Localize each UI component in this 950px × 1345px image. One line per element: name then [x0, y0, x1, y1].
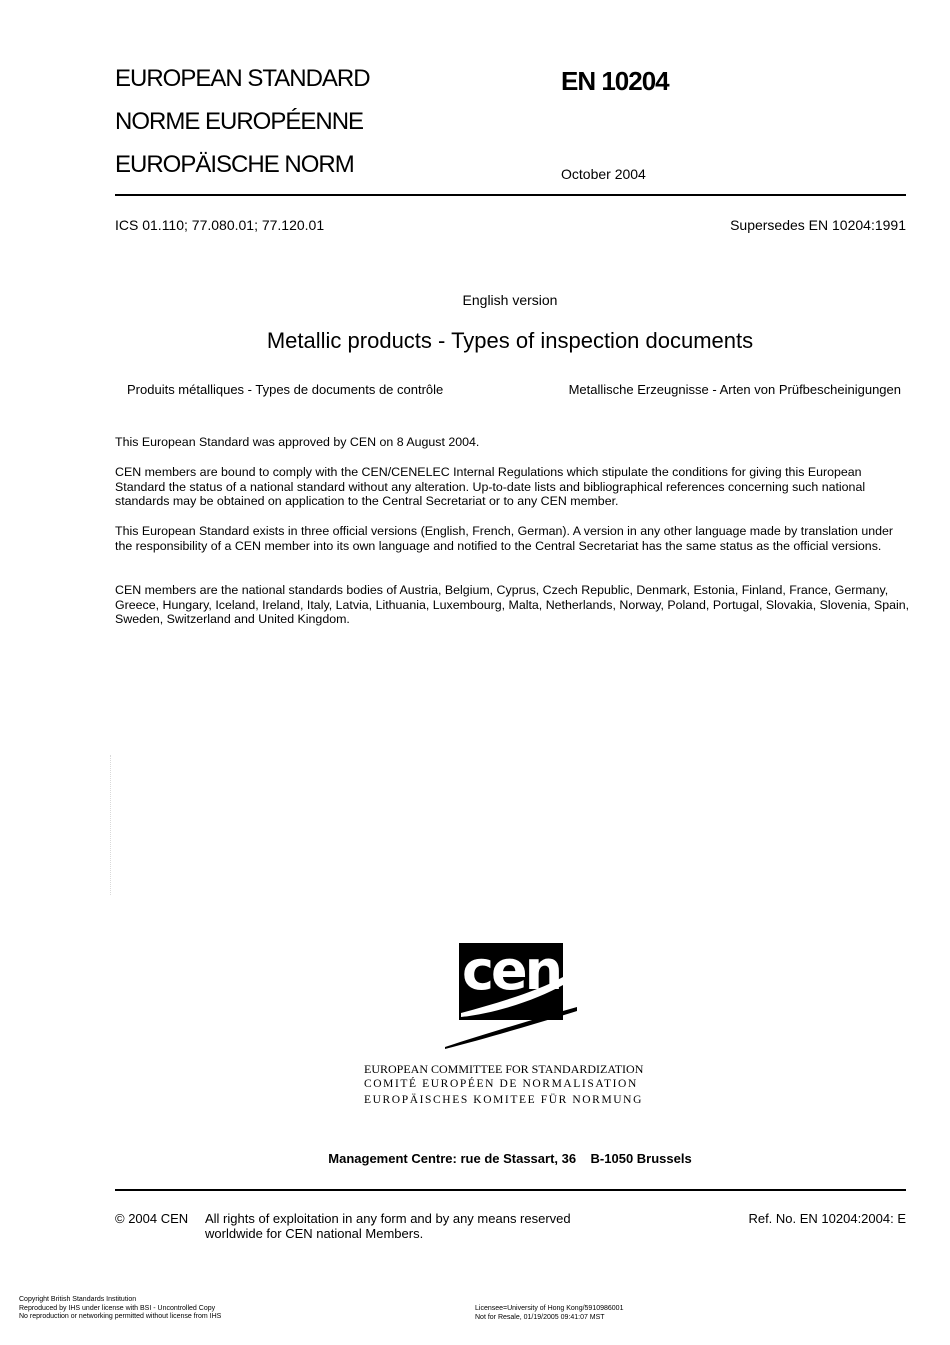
document-title-german: Metallische Erzeugnisse - Arten von Prüfbescheinigungen	[568, 382, 901, 397]
publication-date: October 2004	[561, 166, 646, 182]
resale-line: Not for Resale, 01/19/2005 09:41:07 MST	[475, 1313, 605, 1321]
reference-number: Ref. No. EN 10204:2004: E	[748, 1211, 906, 1226]
cen-name-german: EUROPÄISCHES KOMITEE FÜR NORMUNG	[364, 1094, 643, 1106]
versions-paragraph: This European Standard exists in three official versions (English, French, German). A version in any other language made by translation under the responsibility of a CEN member into its own language and notified to the Central Secretariat has the same status as the official versions.	[115, 524, 894, 553]
cen-logo-text: cen	[461, 939, 561, 1002]
version-label: English version	[462, 292, 558, 308]
title-german: EUROPÄISCHE NORM	[115, 151, 354, 178]
licensee-line: Licensee=University of Hong Kong/5910986001	[475, 1305, 624, 1312]
rights-line-2: worldwide for CEN national Members.	[205, 1226, 424, 1241]
members-paragraph: CEN members are the national standards bodies of Austria, Belgium, Cyprus, Czech Republic, Denmark, Estonia, Finland, France, Germany, Greece, Hungary, Iceland, Ireland, Italy, Latvia, Lithuania, Luxembourg, Malta, Netherlands, Norway, Poland, Portugal, Slovakia, Slovenia, Spain, Sweden, Switzerland and United Kingdom.	[115, 583, 910, 627]
title-english: EUROPEAN STANDARD	[115, 65, 370, 92]
copyright-notice: © 2004 CEN	[115, 1211, 189, 1226]
approval-paragraph: This European Standard was approved by CEN on 8 August 2004.	[115, 435, 480, 449]
management-centre-address: Management Centre: rue de Stassart, 36 B-1050 Brussels	[328, 1151, 692, 1166]
license-stamp-left	[19, 1296, 221, 1322]
rights-line-1: All rights of exploitation in any form and by any means reserved	[205, 1211, 571, 1226]
license-line: Copyright British Standards Institution	[19, 1296, 137, 1303]
title-french: NORME EUROPÉENNE	[115, 108, 364, 135]
document-title-french: Produits métalliques - Types de documents de contrôle	[127, 382, 444, 397]
cen-logo	[443, 939, 579, 1050]
cen-name-english: EUROPEAN COMMITTEE FOR STANDARDIZATION	[364, 1062, 644, 1076]
license-line: Reproduced by IHS under license with BSI - Uncontrolled Copy	[19, 1304, 216, 1312]
ics-codes: ICS 01.110; 77.080.01; 77.120.01	[115, 217, 325, 233]
header-divider	[115, 194, 906, 196]
cen-name-french: COMITÉ EUROPÉEN DE NORMALISATION	[364, 1078, 638, 1090]
license-line: No reproduction or networking permitted without license from IHS	[19, 1313, 222, 1320]
regulations-paragraph: CEN members are bound to comply with the CEN/CENELEC Internal Regulations which stipulate the conditions for giving this European Standard the status of a national standard without any alteration. Up-to-date lists and bibliographical references concerning such national standards may be obtained on application to the Central Secretariat or to any CEN member.	[115, 465, 866, 509]
footer-divider	[115, 1189, 906, 1191]
margin-marks	[110, 755, 111, 895]
standard-number: EN 10204	[561, 66, 669, 96]
document-title: Metallic products - Types of inspection documents	[266, 328, 754, 353]
license-stamp-right	[475, 1305, 623, 1322]
supersedes: Supersedes EN 10204:1991	[730, 217, 906, 233]
